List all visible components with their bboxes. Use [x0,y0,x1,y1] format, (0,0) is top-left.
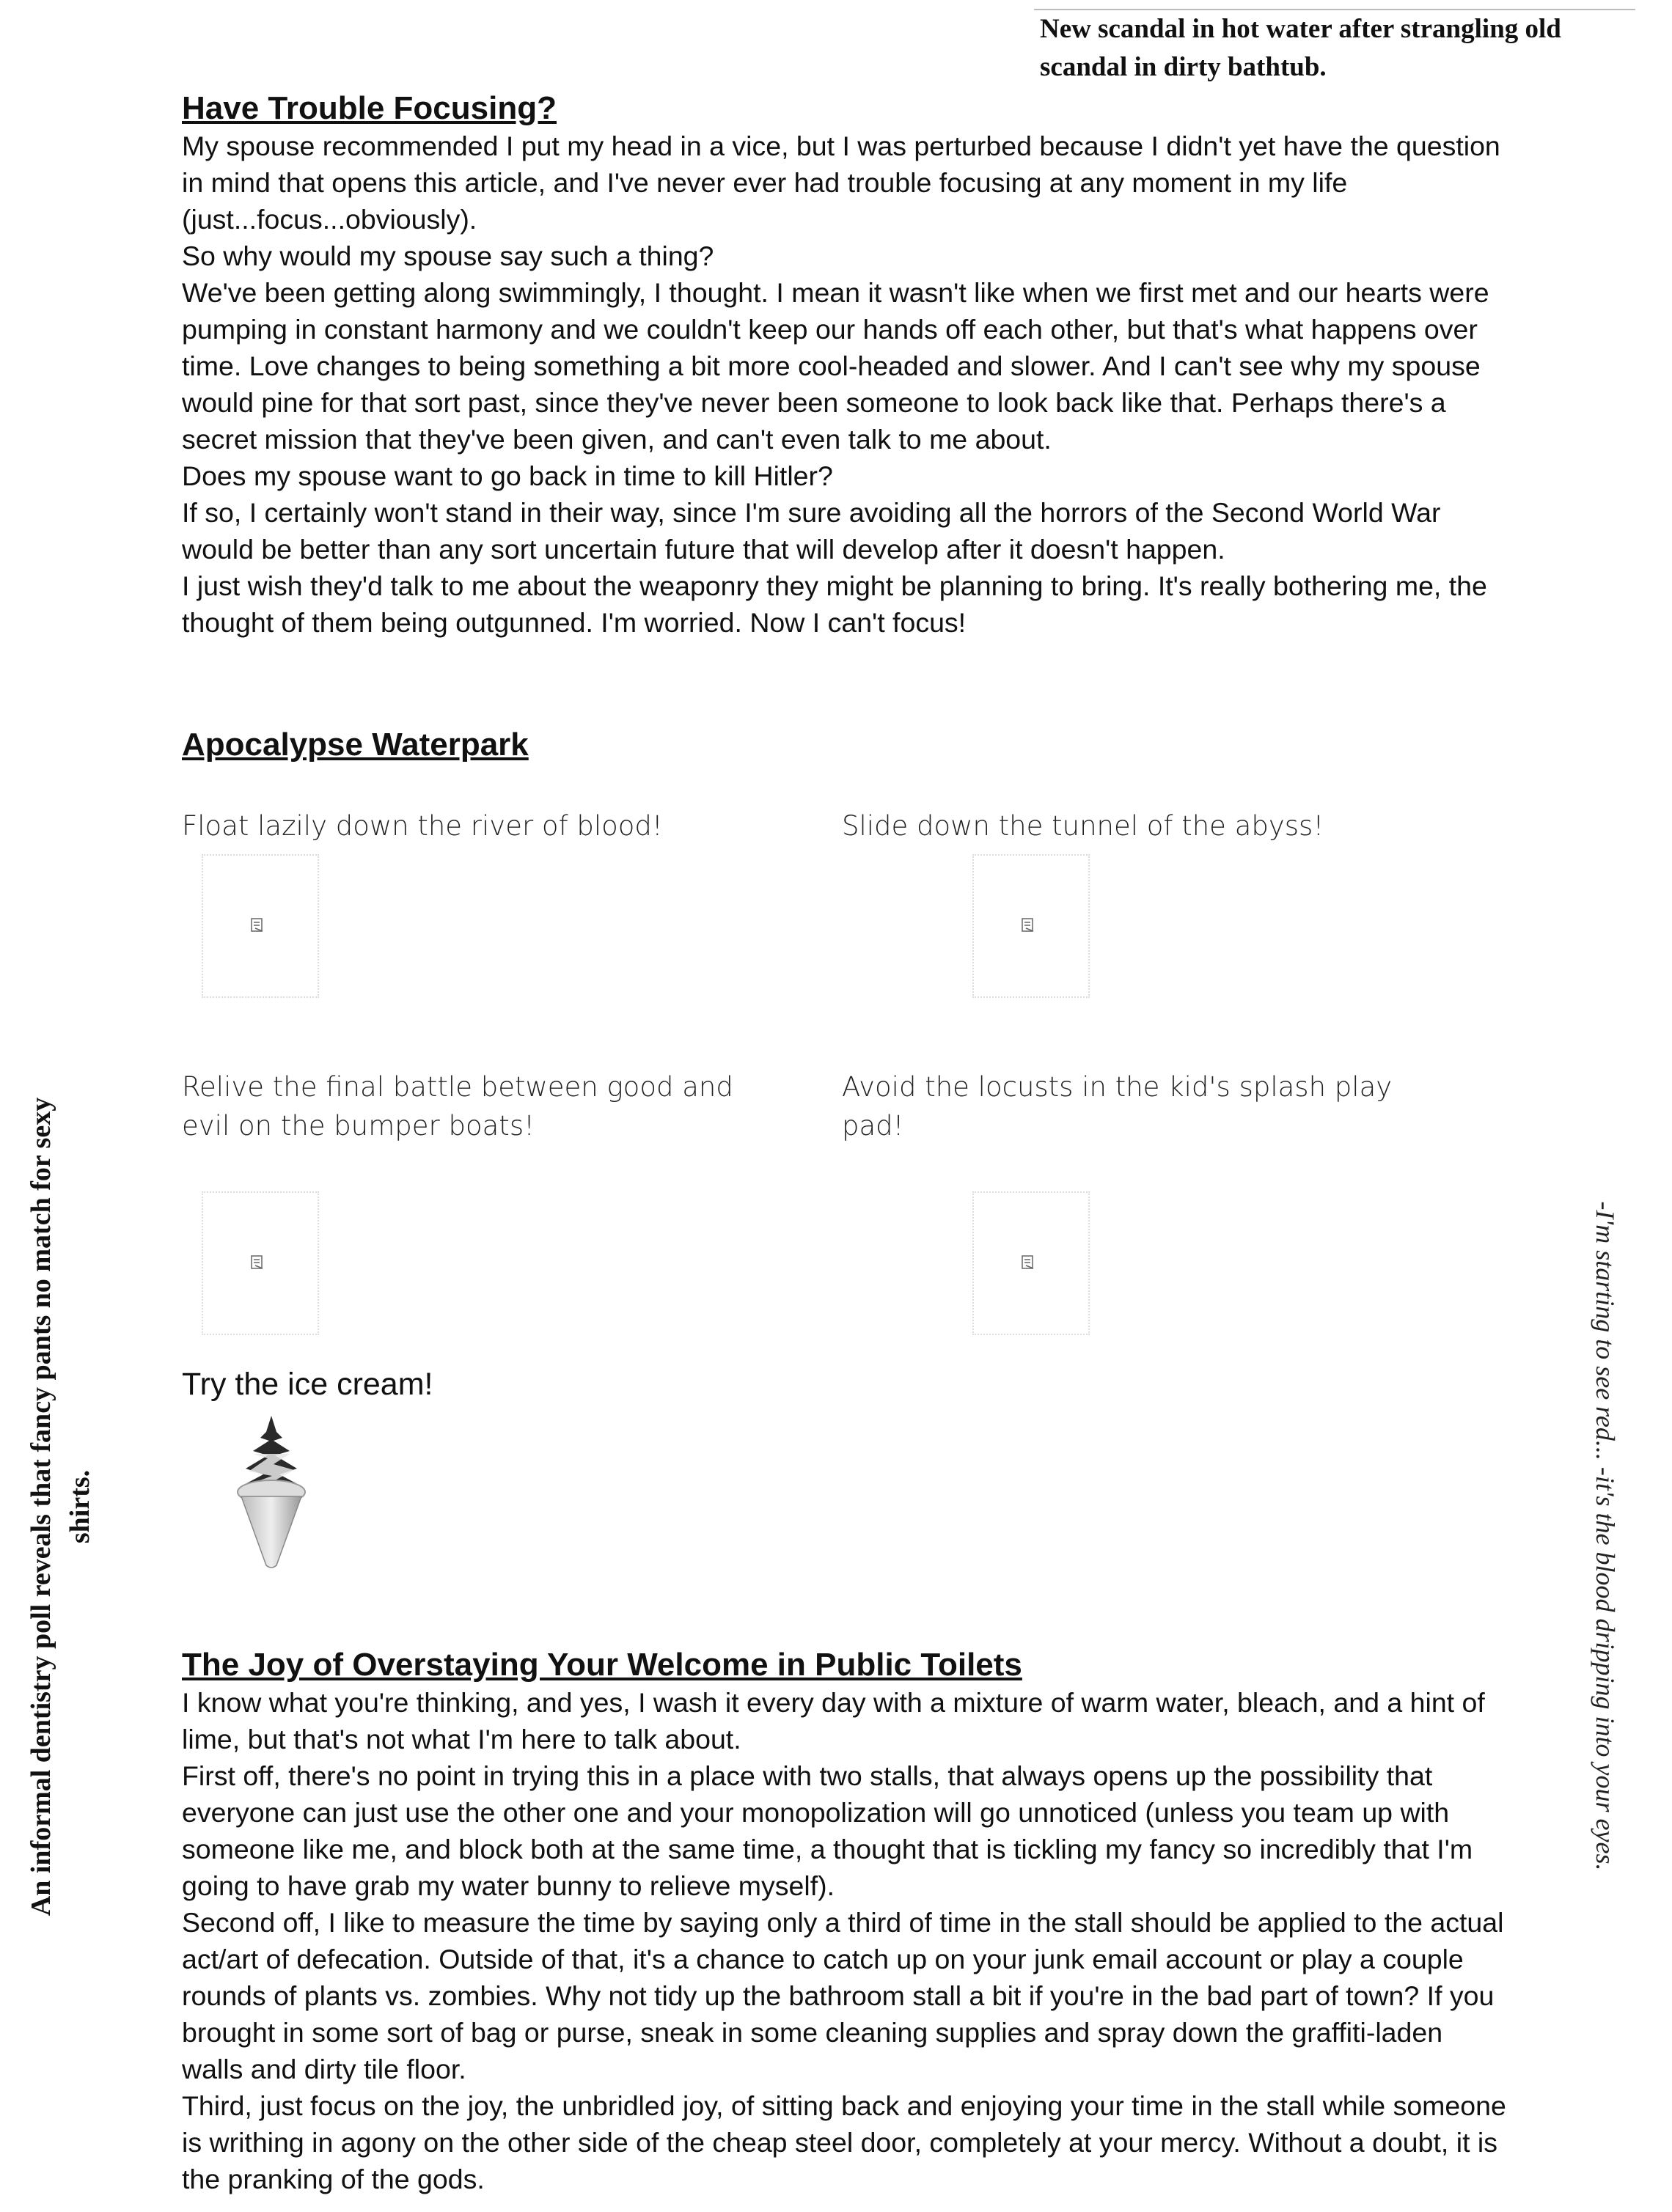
article-paragraph: So why would my spouse say such a thing? [182,240,714,271]
article-paragraph: Second off, I like to measure the time by saying only a third of time in the stall should be applied to the actual act/art of defecation. Outside of that, it's a chance to catch up on your junk email account or play a couple rounds of plants vs. zombies. Why not tidy up the bathroom stall a bit if you're in the bad part of town? If you brought in some sort of bag or purse, sneak in some cleaning supplies and spray down the graffiti-laden walls and dirty tile floor. [182,1907,1504,2084]
side-headline-right-text: -I'm starting to see red... -it's the blood dripping into your eyes. [1591,1201,1620,1871]
waterpark-item-caption: Relive the final battle between good and evil on the bumper boats! [182,1071,733,1142]
article-paragraph: I just wish they'd talk to me about the weaponry they might be planning to bring. It's really bothering me, the thought of them being outgunned. I'm worried. Now I can't focus! [182,570,1487,638]
ice-cream-caption: Try the ice cream! [182,1367,433,1402]
article-paragraph: If so, I certainly won't stand in their way, since I'm sure avoiding all the horrors of the Second World War would be better than any sort uncertain future that will develop after it doesn't happen. [182,497,1441,565]
broken-image-placeholder [202,1191,319,1335]
article-title: Have Trouble Focusing? [182,90,557,126]
side-headline-left: An informal dentistry poll reveals that fancy pants no match for sexy shirts. [26,1097,95,1917]
ice-cream-cone-icon [231,1410,312,1571]
article-title: Apocalypse Waterpark [182,727,529,763]
waterpark-item-caption: Slide down the tunnel of the abyss! [842,810,1324,842]
article-paragraph: I know what you're thinking, and yes, I wash it every day with a mixture of warm water, bleach, and a hint of lime, but that's not what I'm here to talk about. [182,1687,1485,1754]
broken-image-icon [1021,1254,1037,1271]
broken-image-icon [1021,917,1037,933]
broken-image-placeholder [972,854,1090,998]
article-paragraph: Third, just focus on the joy, the unbridled joy, of sitting back and enjoying your time in the stall while someone is writhing in agony on the other side of the cheap steel door, completely at your mercy. Without a doubt, it is the pranking of the gods. [182,2090,1506,2194]
article-apocalypse-waterpark-heading [182,726,1509,764]
article-paragraph: Does my spouse want to go back in time to kill Hitler? [182,460,833,491]
article-public-toilets [182,1646,1509,2197]
broken-image-icon [250,1254,266,1271]
article-title: The Joy of Overstaying Your Welcome in Public Toilets [182,1647,1022,1683]
article-have-trouble-focusing [182,89,1509,641]
waterpark-item-caption: Avoid the locusts in the kid's splash play pad! [842,1071,1393,1142]
broken-image-icon [250,917,266,933]
broken-image-placeholder [972,1191,1090,1335]
side-headline-right [1544,1169,1624,1903]
article-paragraph: My spouse recommended I put my head in a vice, but I was perturbed because I didn't yet have the question in mind that opens this article, and I've never ever had trouble focusing at any moment in my life (just...focus...obviously). [182,131,1500,235]
article-paragraph: First off, there's no point in trying this in a place with two stalls, that always opens up the possibility that everyone can just use the other one and your monopolization will go unnoticed (unless you team up with someone like me, and block both at the same time, a thought that is tickling my fancy so incredibly that I'm going to have grab my water bunny to relieve myself). [182,1760,1473,1901]
article-paragraph: We've been getting along swimmingly, I thought. I mean it wasn't like when we first met and our hearts were pumping in constant harmony and we couldn't keep our hands off each other, but that's what happens over time. Love changes to being something a bit more cool-headed and slower. And I can't see why my spouse would pine for that sort past, since they've never been someone to look back like that. Perhaps there's a secret mission that they've been given, and can't even talk to me about. [182,277,1489,455]
waterpark-item-caption: Float lazily down the river of blood! [182,810,663,842]
broken-image-placeholder [202,854,319,998]
side-headline-top: New scandal in hot water after strangling old scandal in dirty bathtub. [1040,14,1561,82]
